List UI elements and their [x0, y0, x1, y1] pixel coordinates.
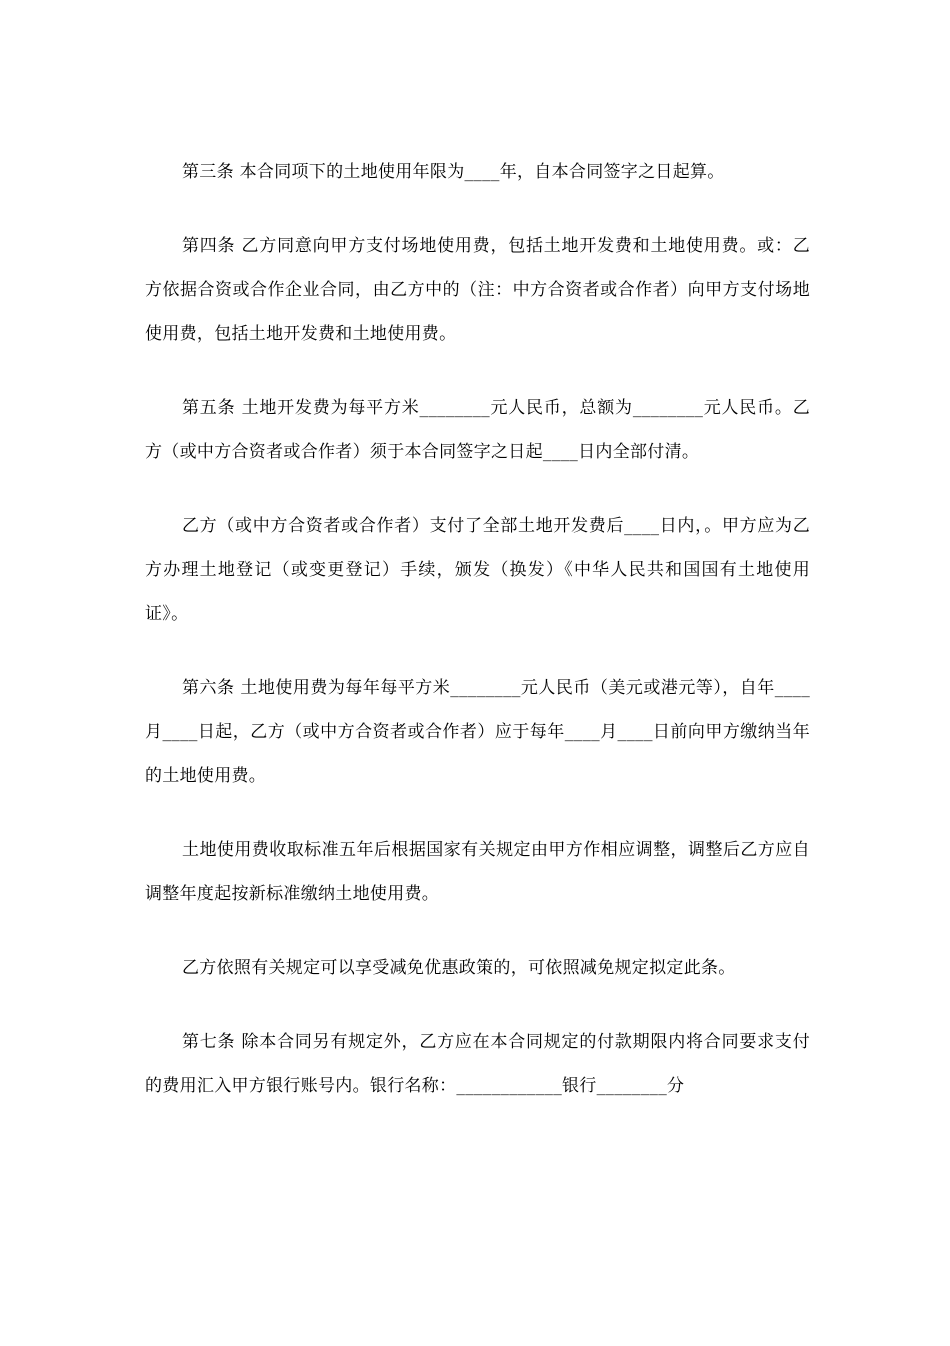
article-3-paragraph: 第三条 本合同项下的土地使用年限为____年，自本合同签字之日起算。 [182, 162, 725, 182]
paragraph-spacer [145, 990, 810, 1020]
fee-reduction-paragraph: 乙方依照有关规定可以享受减免优惠政策的，可依照减免规定拟定此条。 [182, 958, 736, 978]
paragraph-spacer [145, 474, 810, 504]
article-4-paragraph: 第四条 乙方同意向甲方支付场地使用费，包括土地开发费和土地使用费。或：乙方依据合资或合作企业合同，由乙方中的（注：中方合资者或合作者）向甲方支付场地使用费，包括土地开发费和土地使用费。 [145, 236, 810, 344]
fee-adjustment-paragraph: 土地使用费收取标准五年后根据国家有关规定由甲方作相应调整，调整后乙方应自调整年度起按新标准缴纳土地使用费。 [145, 840, 810, 904]
document-page [145, 150, 810, 1108]
land-registration-paragraph: 乙方（或中方合资者或合作者）支付了全部土地开发费后____日内，。甲方应为乙方办理土地登记（或变更登记）手续，颁发（换发）《中华人民共和国国有土地使用证》。 [145, 516, 810, 624]
paragraph-spacer [145, 356, 810, 386]
paragraph-spacer [145, 798, 810, 828]
article-5-paragraph: 第五条 土地开发费为每平方米________元人民币，总额为________元人民币。乙方（或中方合资者或合作者）须于本合同签字之日起____日内全部付清。 [145, 398, 810, 462]
paragraph-spacer [145, 194, 810, 224]
article-6-paragraph: 第六条 土地使用费为每年每平方米________元人民币（美元或港元等），自年____月____日起，乙方（或中方合资者或合作者）应于每年____月____日前向甲方缴纳当年的土地使用费。 [145, 678, 810, 786]
paragraph-spacer [145, 916, 810, 946]
paragraph-spacer [145, 636, 810, 666]
article-7-paragraph: 第七条 除本合同另有规定外，乙方应在本合同规定的付款期限内将合同要求支付的费用汇入甲方银行账号内。银行名称：____________银行________分 [145, 1032, 810, 1096]
